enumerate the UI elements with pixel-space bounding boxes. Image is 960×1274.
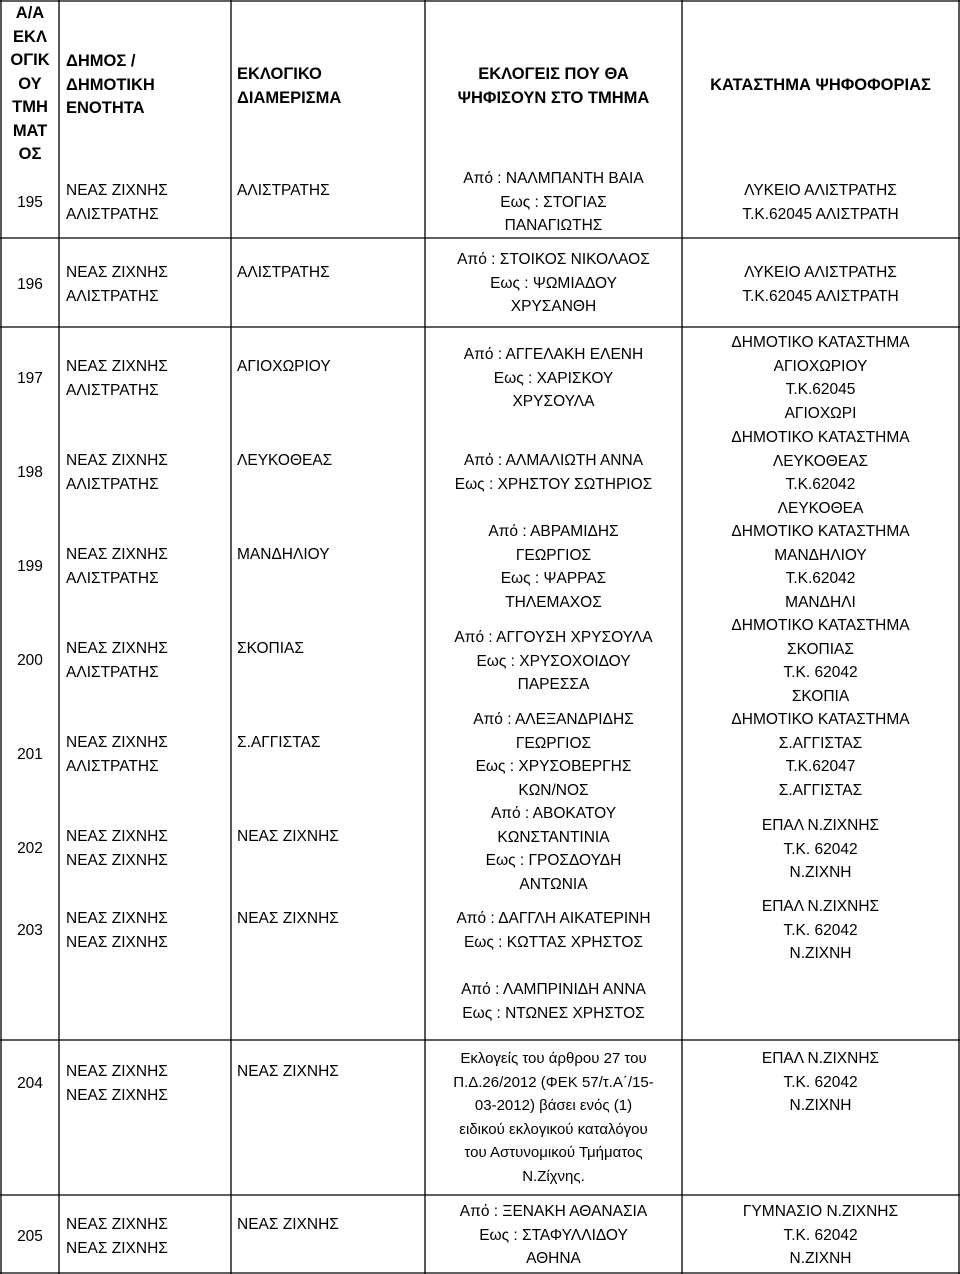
row-number: 204 <box>17 1075 43 1092</box>
row-ekloges: Από : ΑΛΕΞΑΝΔΡΙΔΗΣ ΓΕΩΡΓΙΟΣ Εως : ΧΡΥΣΟΒΕΡΓΗΣ ΚΩΝ/ΝΟΣ <box>473 711 634 799</box>
row-dimos: ΝΕΑΣ ΖΙΧΝΗΣ ΑΛΙΣΤΡΑΤΗΣ <box>66 640 168 681</box>
row-number: 199 <box>17 558 43 575</box>
row-number: 197 <box>17 370 43 387</box>
header-katastima: ΚΑΤΑΣΤΗΜΑ ΨΗΦΟΦΟΡΙΑΣ <box>710 76 931 94</box>
row-katastima: ΔΗΜΟΤΙΚΟ ΚΑΤΑΣΤΗΜΑ Σ.ΑΓΓΙΣΤΑΣ Τ.Κ.62047 Σ.ΑΓΓΙΣΤΑΣ <box>731 711 910 799</box>
row-diamerisma: ΑΓΙΟΧΩΡΙΟΥ <box>237 358 331 375</box>
row-ekloges: Από : ΣΤΟΙΚΟΣ ΝΙΚΟΛΑΟΣ Εως : ΨΩΜΙΑΔΟΥ ΧΡΥΣΑΝΘΗ <box>457 251 650 315</box>
row-number: 200 <box>17 652 43 669</box>
row-ekloges: Εκλογείς του άρθρου 27 του Π.Δ.26/2012 (ΦΕΚ 57/τ.Α΄/15- 03-2012) βάσει ενός (1) ειδικού εκλογικού καταλόγου του Αστυνομικού Τμήματος Ν.Ζίχνης. <box>453 1050 654 1185</box>
row-dimos: ΝΕΑΣ ΖΙΧΝΗΣ ΑΛΙΣΤΡΑΤΗΣ <box>66 546 168 587</box>
row-number: 205 <box>17 1228 43 1245</box>
row-diamerisma: ΝΕΑΣ ΖΙΧΝΗΣ <box>237 1216 339 1233</box>
row-katastima: ΔΗΜΟΤΙΚΟ ΚΑΤΑΣΤΗΜΑ ΜΑΝΔΗΛΙΟΥ Τ.Κ.62042 ΜΑΝΔΗΛΙ <box>731 523 910 611</box>
row-ekloges: Από : ΝΑΛΜΠΑΝΤΗ ΒΑΙΑ Εως : ΣΤΟΓΙΑΣ ΠΑΝΑΓΙΩΤΗΣ <box>463 170 644 234</box>
row-number: 201 <box>17 746 43 763</box>
row-dimos: ΝΕΑΣ ΖΙΧΝΗΣ ΑΛΙΣΤΡΑΤΗΣ <box>66 452 168 493</box>
header-diamerisma: ΕΚΛΟΓΙΚΟ ΔΙΑΜΕΡΙΣΜΑ <box>237 65 342 107</box>
header-dimos: ΔΗΜΟΣ / ΔΗΜΟΤΙΚΗ ΕΝΟΤΗΤΑ <box>66 52 155 117</box>
row-diamerisma: ΝΕΑΣ ΖΙΧΝΗΣ <box>237 828 339 845</box>
header-aa: Α/Α ΕΚΛ ΟΓΙΚ ΟΥ ΤΜΗ ΜΑΤ ΟΣ <box>10 4 50 163</box>
row-katastima: ΛΥΚΕΙΟ ΑΛΙΣΤΡΑΤΗΣ Τ.Κ.62045 ΑΛΙΣΤΡΑΤΗ <box>742 182 899 223</box>
row-katastima: ΔΗΜΟΤΙΚΟ ΚΑΤΑΣΤΗΜΑ ΑΓΙΟΧΩΡΙΟΥ Τ.Κ.62045 ΑΓΙΟΧΩΡΙ <box>731 334 910 422</box>
row-ekloges: Από : ΑΛΜΑΛΙΩΤΗ ΑΝΝΑ Εως : ΧΡΗΣΤΟΥ ΣΩΤΗΡΙΟΣ <box>454 452 653 493</box>
row-dimos: ΝΕΑΣ ΖΙΧΝΗΣ ΝΕΑΣ ΖΙΧΝΗΣ <box>66 1216 168 1257</box>
header-ekloges: ΕΚΛΟΓΕΙΣ ΠΟΥ ΘΑ ΨΗΦΙΣΟΥΝ ΣΤΟ ΤΜΗΜΑ <box>457 65 650 107</box>
row-diamerisma: ΝΕΑΣ ΖΙΧΝΗΣ <box>237 1063 339 1080</box>
row-diamerisma: ΜΑΝΔΗΛΙΟΥ <box>237 546 330 563</box>
row-diamerisma: ΣΚΟΠΙΑΣ <box>237 640 304 657</box>
row-dimos: ΝΕΑΣ ΖΙΧΝΗΣ ΝΕΑΣ ΖΙΧΝΗΣ <box>66 1063 168 1104</box>
row-number: 198 <box>17 464 43 481</box>
row-dimos: ΝΕΑΣ ΖΙΧΝΗΣ ΝΕΑΣ ΖΙΧΝΗΣ <box>66 910 168 951</box>
row-diamerisma: ΛΕΥΚΟΘΕΑΣ <box>237 452 333 469</box>
row-number: 202 <box>17 840 43 857</box>
row-ekloges: Από : ΑΒΟΚΑΤΟΥ ΚΩΝΣΤΑΝΤΙΝΙΑ Εως : ΓΡΟΣΔΟΥΔΗ ΑΝΤΩΝΙΑ <box>485 805 622 893</box>
row-katastima: ΔΗΜΟΤΙΚΟ ΚΑΤΑΣΤΗΜΑ ΣΚΟΠΙΑΣ Τ.Κ. 62042 ΣΚΟΠΙΑ <box>731 617 910 705</box>
row-ekloges: Από : ΑΓΓΟΥΣΗ ΧΡΥΣΟΥΛΑ Εως : ΧΡΥΣΟΧΟΙΔΟΥ ΠΑΡΕΣΣΑ <box>454 629 653 693</box>
row-katastima: ΛΥΚΕΙΟ ΑΛΙΣΤΡΑΤΗΣ Τ.Κ.62045 ΑΛΙΣΤΡΑΤΗ <box>742 264 899 305</box>
row-katastima: ΕΠΑΛ Ν.ΖΙΧΝΗΣ Τ.Κ. 62042 Ν.ΖΙΧΝΗ <box>761 898 880 962</box>
row-diamerisma: Σ.ΑΓΓΙΣΤΑΣ <box>237 734 321 751</box>
row-ekloges: Από : ΔΑΓΓΛΗ ΑΙΚΑΤΕΡΙΝΗ Εως : ΚΩΤΤΑΣ ΧΡΗΣΤΟΣ <box>456 910 651 951</box>
row-dimos: ΝΕΑΣ ΖΙΧΝΗΣ ΑΛΙΣΤΡΑΤΗΣ <box>66 182 168 223</box>
row-dimos: ΝΕΑΣ ΖΙΧΝΗΣ ΑΛΙΣΤΡΑΤΗΣ <box>66 264 168 305</box>
row-number: 195 <box>17 194 43 211</box>
row-katastima: ΔΗΜΟΤΙΚΟ ΚΑΤΑΣΤΗΜΑ ΛΕΥΚΟΘΕΑΣ Τ.Κ.62042 ΛΕΥΚΟΘΕΑ <box>731 429 910 517</box>
row-diamerisma: ΝΕΑΣ ΖΙΧΝΗΣ <box>237 910 339 927</box>
row-diamerisma: ΑΛΙΣΤΡΑΤΗΣ <box>237 182 330 199</box>
row-number: 203 <box>17 922 43 939</box>
row-dimos: ΝΕΑΣ ΖΙΧΝΗΣ ΑΛΙΣΤΡΑΤΗΣ <box>66 734 168 775</box>
row-diamerisma: ΑΛΙΣΤΡΑΤΗΣ <box>237 264 330 281</box>
row-number: 196 <box>17 276 43 293</box>
row-dimos: ΝΕΑΣ ΖΙΧΝΗΣ ΑΛΙΣΤΡΑΤΗΣ <box>66 358 168 399</box>
row-ekloges: Από : ΛΑΜΠΡΙΝΙΔΗ ΑΝΝΑ Εως : ΝΤΩΝΕΣ ΧΡΗΣΤΟΣ <box>461 981 646 1022</box>
row-ekloges: Από : ΑΒΡΑΜΙΔΗΣ ΓΕΩΡΓΙΟΣ Εως : ΨΑΡΡΑΣ ΤΗΛΕΜΑΧΟΣ <box>488 523 619 611</box>
row-katastima: ΓΥΜΝΑΣΙΟ Ν.ΖΙΧΝΗΣ Τ.Κ. 62042 Ν.ΖΙΧΝΗ <box>742 1203 899 1267</box>
row-ekloges: Από : ΞΕΝΑΚΗ ΑΘΑΝΑΣΙΑ Εως : ΣΤΑΦΥΛΛΙΔΟΥ ΑΘΗΝΑ <box>459 1203 648 1267</box>
row-ekloges: Από : ΑΓΓΕΛΑΚΗ ΕΛΕΝΗ Εως : ΧΑΡΙΣΚΟΥ ΧΡΥΣΟΥΛΑ <box>463 346 644 410</box>
row-katastima: ΕΠΑΛ Ν.ΖΙΧΝΗΣ Τ.Κ. 62042 Ν.ΖΙΧΝΗ <box>761 817 880 881</box>
row-dimos: ΝΕΑΣ ΖΙΧΝΗΣ ΝΕΑΣ ΖΙΧΝΗΣ <box>66 828 168 869</box>
row-katastima: ΕΠΑΛ Ν.ΖΙΧΝΗΣ Τ.Κ. 62042 Ν.ΖΙΧΝΗ <box>761 1050 880 1114</box>
